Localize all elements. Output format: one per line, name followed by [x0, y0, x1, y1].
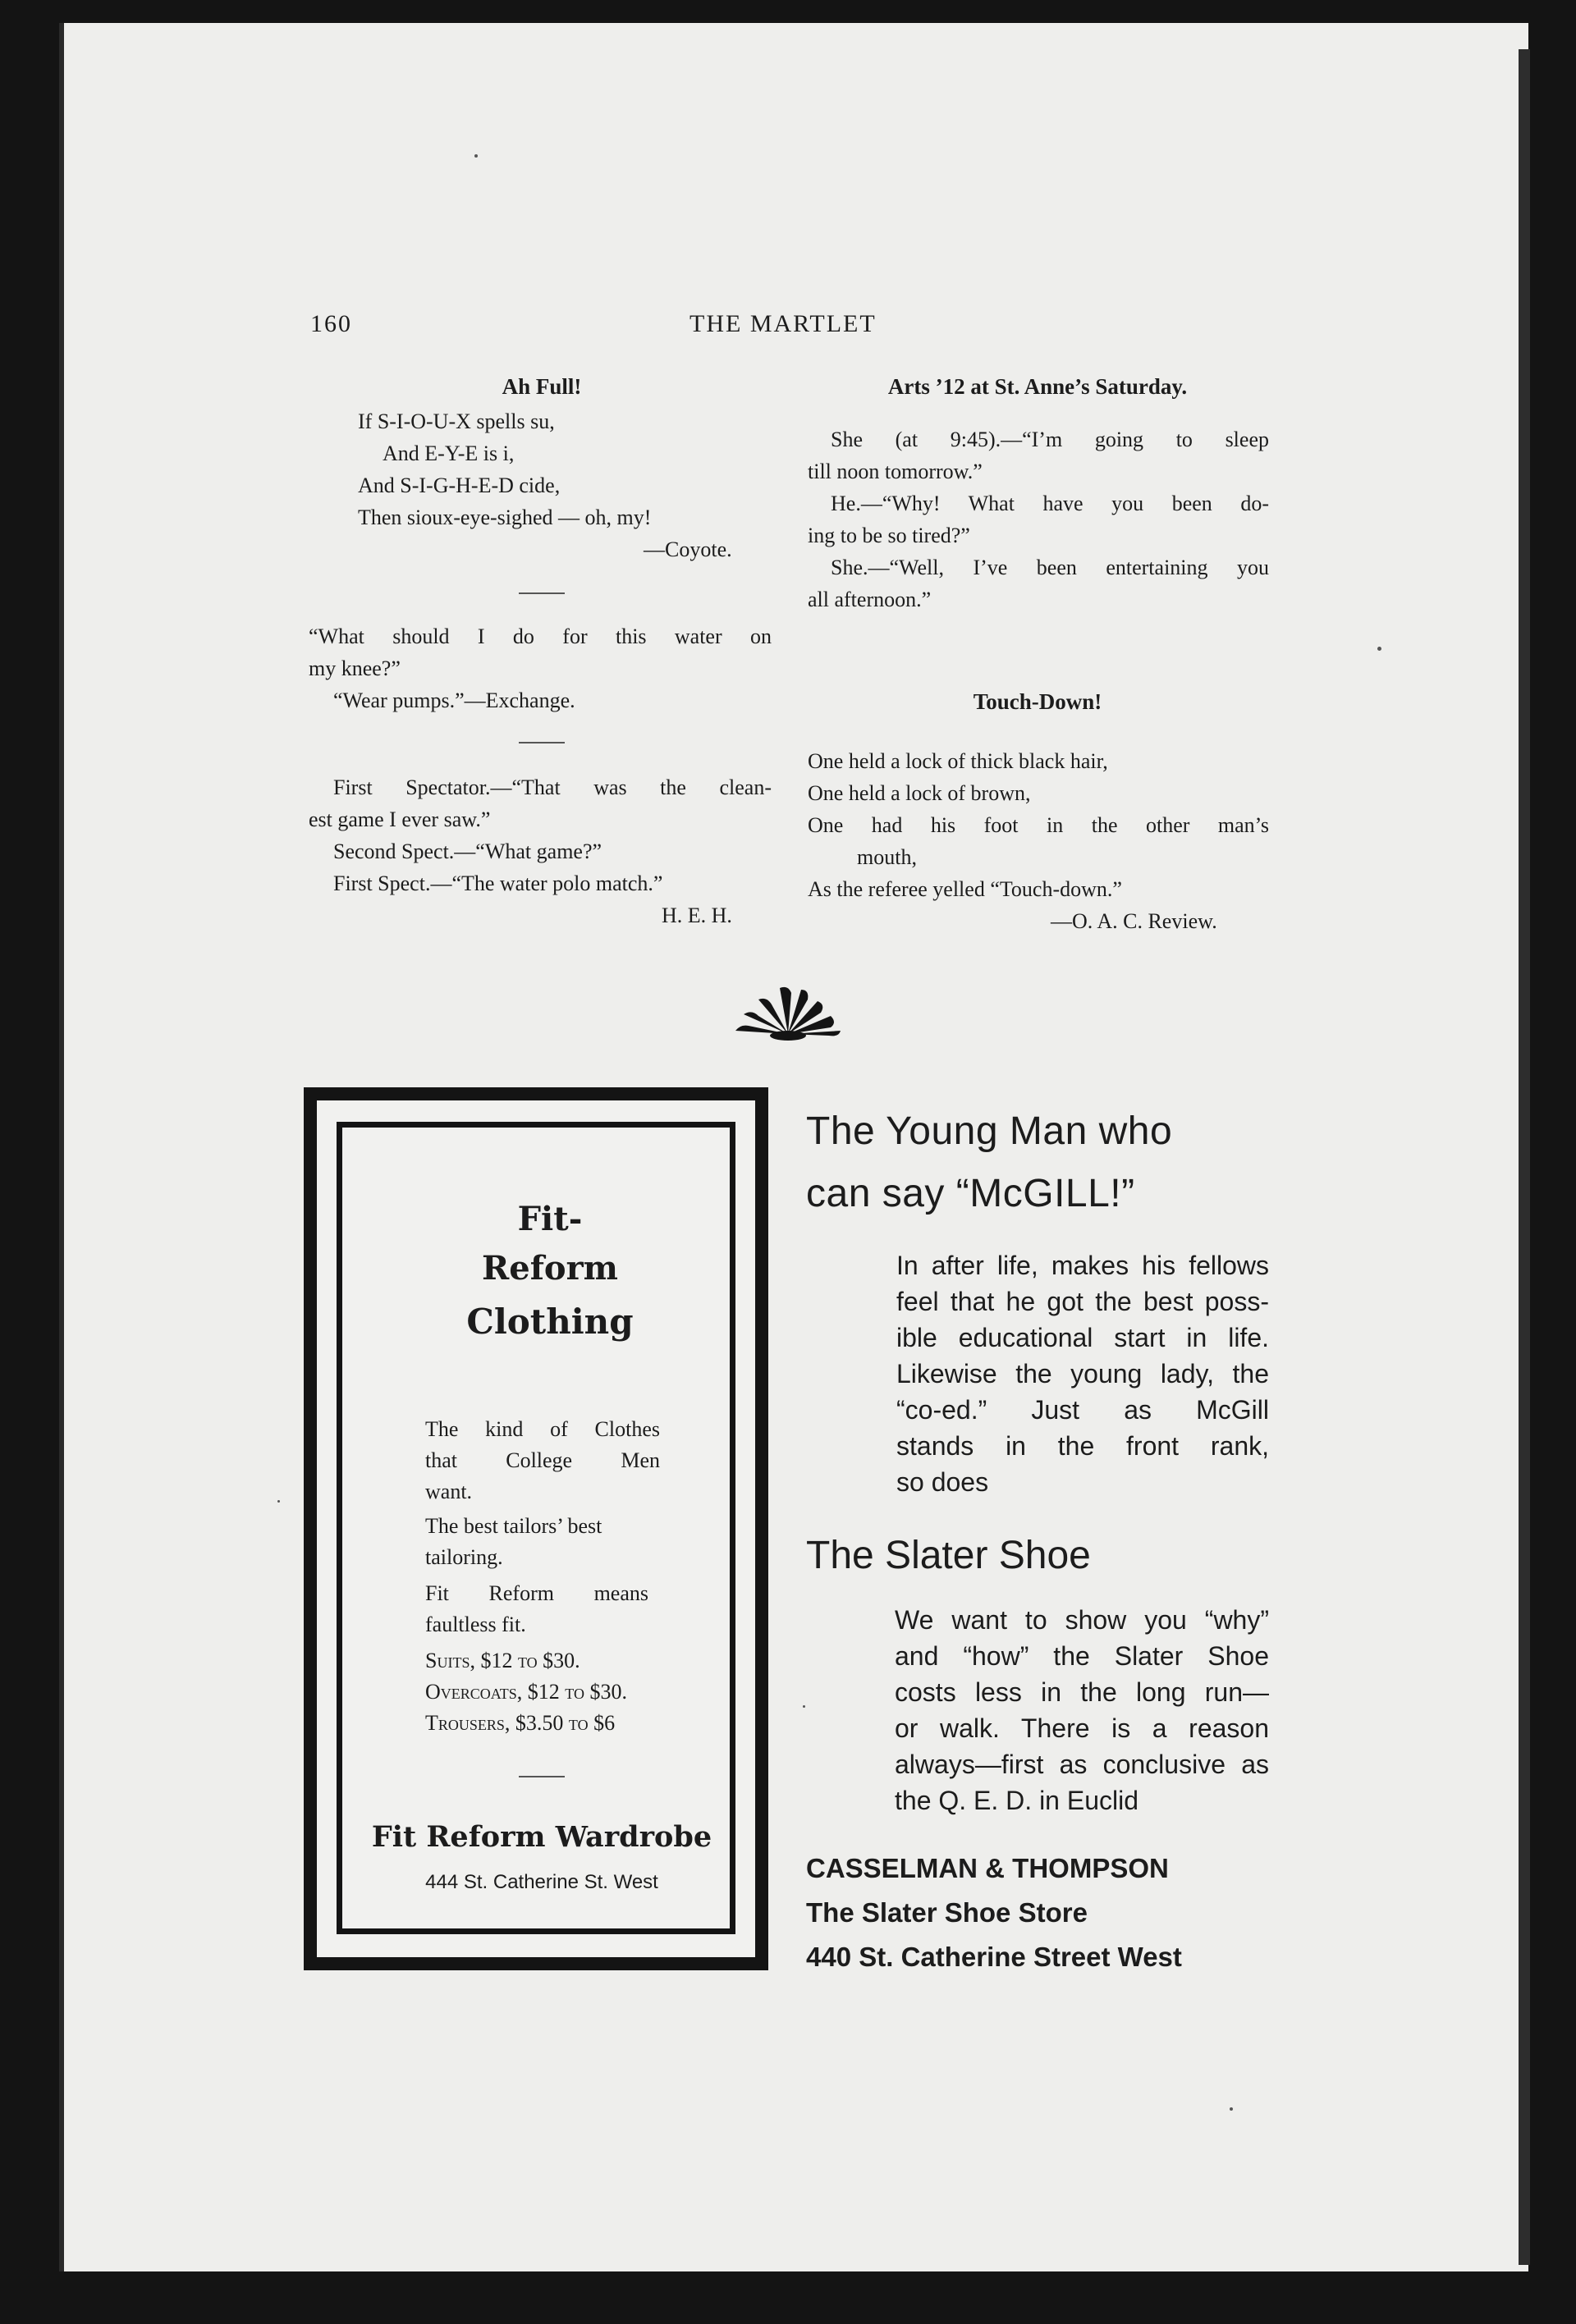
ad-price-line: Suits, $12 to $30.: [425, 1649, 580, 1672]
poem-line: One held a lock of brown,: [808, 781, 1031, 805]
ad-heading: Clothing: [466, 1302, 634, 1342]
ad-body-line: always—first as conclusive as: [895, 1750, 1269, 1779]
joke-line: Second Spect.—“What game?”: [333, 839, 602, 863]
article-title: Arts ’12 at St. Anne’s Saturday.: [887, 374, 1188, 399]
dialogue-line: She.—“Well, I’ve been entertaining you: [831, 556, 1269, 579]
joke-line: First Spect.—“The water polo match.”: [333, 872, 663, 895]
ad-body-line: so does: [896, 1467, 989, 1497]
poem-line: Then sioux-eye-sighed — oh, my!: [358, 506, 652, 529]
ad-copy-line: Fit Reform means: [425, 1581, 648, 1605]
ad-body-line: We want to show you “why”: [895, 1605, 1269, 1635]
dealer-name: CASSELMAN & THOMPSON: [806, 1853, 1169, 1883]
ad-copy-line: The best tailors’ best: [425, 1514, 602, 1538]
page-binding-edge: [1519, 49, 1530, 2265]
ad-price-line: Trousers, $3.50 to $6: [425, 1711, 616, 1735]
poem-line: One held a lock of thick black hair,: [808, 749, 1108, 773]
ad-body-line: feel that he got the best poss-: [896, 1287, 1269, 1316]
ad-heading: Fit-: [517, 1200, 583, 1238]
ad-heading: Reform: [482, 1249, 618, 1288]
ad-copy-line: tailoring.: [425, 1545, 503, 1569]
ad-body-line: Likewise the young lady, the: [896, 1359, 1269, 1388]
store-name: The Slater Shoe Store: [806, 1897, 1088, 1928]
dialogue-line: ing to be so tired?”: [808, 524, 970, 547]
poem-line: mouth,: [857, 845, 917, 869]
poem-title: Touch-Down!: [973, 689, 1102, 714]
ad-body-line: “co-ed.” Just as McGill: [896, 1395, 1269, 1425]
poem-line: One had his foot in the other man’s: [808, 813, 1269, 837]
dialogue-line: till noon tomorrow.”: [808, 460, 983, 483]
separator-rule: [519, 1776, 565, 1777]
separator-rule: [519, 742, 565, 743]
poem-line: If S-I-O-U-X spells su,: [358, 409, 555, 433]
page-number: 160: [310, 310, 352, 337]
dialogue-line: She (at 9:45).—“I’m going to sleep: [831, 428, 1269, 451]
poem-credit: —Coyote.: [644, 538, 732, 561]
ad-copy-line: faultless fit.: [425, 1613, 526, 1636]
poem-line: And S-I-G-H-E-D cide,: [358, 473, 561, 497]
joke-line: est game I ever saw.”: [309, 807, 491, 831]
ad-copy-line: that College Men: [425, 1448, 660, 1472]
ad-body-line: ible educational start in life.: [896, 1323, 1269, 1352]
dialogue-line: He.—“Why! What have you been do-: [831, 492, 1269, 515]
ad-body-line: In after life, makes his fellows: [896, 1251, 1269, 1280]
ad-body-line: and “how” the Slater Shoe: [895, 1641, 1269, 1671]
joke-line: “Wear pumps.”—Exchange.: [333, 689, 575, 712]
ad-store-name: Fit Reform Wardrobe: [371, 1820, 712, 1854]
dialogue-line: all afternoon.”: [808, 588, 932, 611]
joke-line: First Spectator.—“That was the clean-: [333, 775, 772, 799]
ad-copy-line: The kind of Clothes: [425, 1417, 660, 1441]
joke-line: my knee?”: [309, 656, 401, 680]
ad-headline: can say “McGILL!”: [806, 1172, 1135, 1215]
poem-credit: —O. A. C. Review.: [1051, 909, 1217, 933]
ad-body-line: stands in the front rank,: [896, 1431, 1269, 1461]
poem-title: Ah Full!: [502, 374, 582, 399]
poem-line: And E-Y-E is i,: [383, 441, 515, 465]
magazine-page: [59, 23, 1528, 2271]
ad-body-line: the Q. E. D. in Euclid: [895, 1786, 1139, 1815]
ad-copy-line: want.: [425, 1480, 473, 1503]
fan-ornament-icon: [732, 981, 844, 1041]
poem-line: As the referee yelled “Touch-down.”: [808, 877, 1122, 901]
ad-price-line: Overcoats, $12 to $30.: [425, 1680, 627, 1704]
ad-headline: The Young Man who: [806, 1109, 1173, 1153]
joke-line: “What should I do for this water on: [309, 624, 772, 648]
joke-credit: H. E. H.: [662, 904, 732, 927]
journal-title: THE MARTLET: [690, 310, 877, 337]
ad-address: 444 St. Catherine St. West: [425, 1871, 658, 1893]
separator-rule: [519, 592, 565, 594]
store-address: 440 St. Catherine Street West: [806, 1942, 1182, 1972]
ad-body-line: or walk. There is a reason: [895, 1713, 1269, 1743]
ad-body-line: costs less in the long run—: [895, 1677, 1269, 1707]
ad-subhead: The Slater Shoe: [806, 1534, 1091, 1577]
